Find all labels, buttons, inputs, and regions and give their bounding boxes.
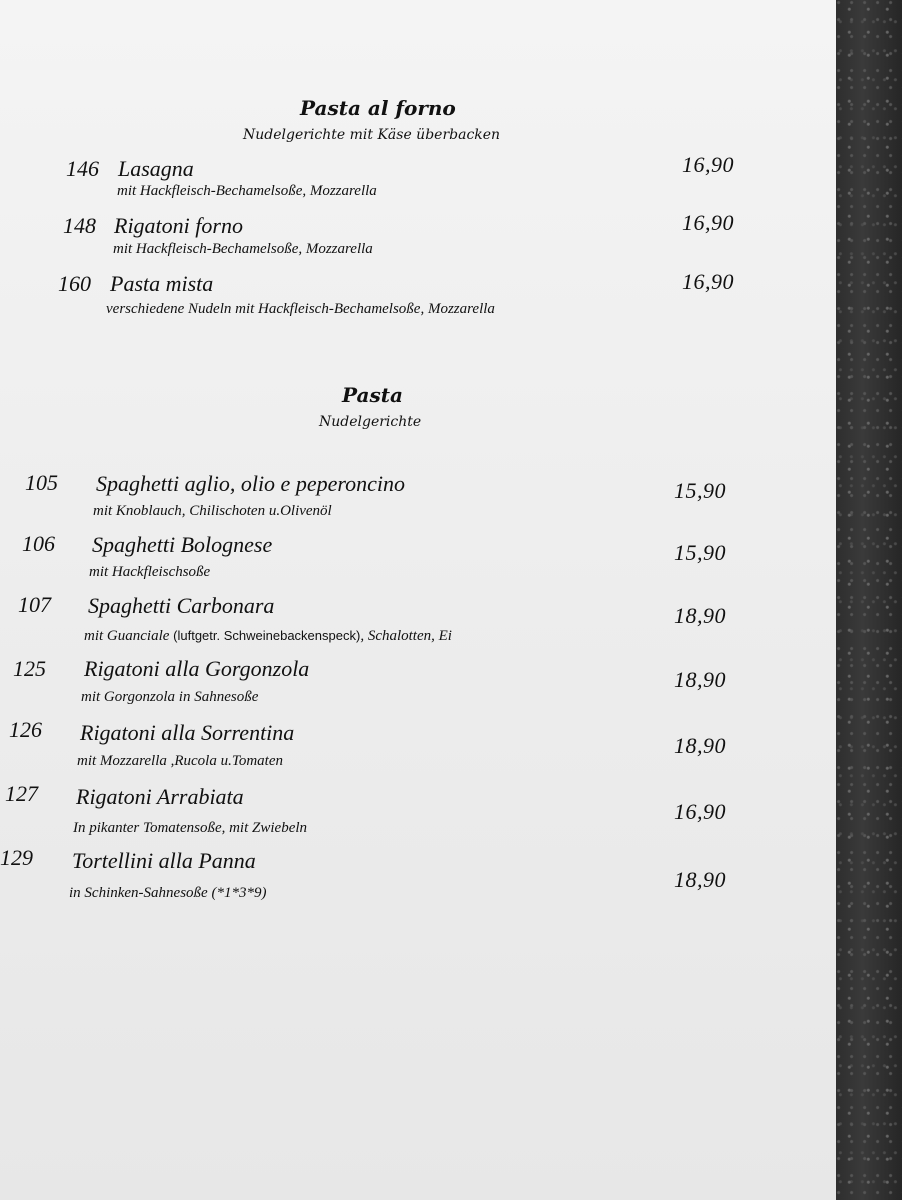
item-price: 16,90	[682, 269, 734, 294]
item-description: mit Hackfleischsoße	[89, 564, 211, 580]
table-surface	[836, 0, 902, 1200]
item-number: 125	[13, 656, 46, 681]
item-description: verschiedene Nudeln mit Hackfleisch-Bechamelsoße, Mozzarella	[106, 301, 495, 317]
item-description: mit Guanciale (luftgetr. Schweinebackenspeck), Schalotten, Ei	[84, 628, 452, 644]
item-description: in Schinken-Sahnesoße (*1*3*9)	[69, 885, 267, 901]
item-price: 16,90	[674, 799, 726, 824]
item-name: Lasagna	[118, 156, 194, 181]
item-name: Pasta mista	[110, 271, 214, 296]
item-price: 16,90	[682, 152, 734, 177]
item-price: 15,90	[674, 478, 726, 503]
section-title-pasta: Pasta	[342, 383, 403, 407]
item-number: 107	[18, 592, 51, 617]
item-number: 105	[25, 470, 58, 495]
item-name: Spaghetti aglio, olio e peperoncino	[96, 471, 405, 496]
item-price: 16,90	[682, 210, 734, 235]
item-number: 129	[0, 845, 33, 870]
item-description: mit Hackfleisch-Bechamelsoße, Mozzarella	[117, 183, 377, 199]
item-name: Rigatoni alla Sorrentina	[80, 720, 295, 745]
item-name: Spaghetti Bolognese	[92, 532, 273, 557]
item-description: In pikanter Tomatensoße, mit Zwiebeln	[73, 820, 308, 836]
item-price: 18,90	[674, 733, 726, 758]
item-description: mit Gorgonzola in Sahnesoße	[81, 689, 259, 705]
item-price: 18,90	[674, 667, 726, 692]
item-price: 15,90	[674, 540, 726, 565]
item-number: 146	[66, 156, 99, 181]
item-description: mit Knoblauch, Chilischoten u.Olivenöl	[93, 503, 332, 519]
item-description: mit Mozzarella ,Rucola u.Tomaten	[77, 753, 283, 769]
section-subtitle-pasta: Nudelgerichte	[319, 414, 422, 430]
item-number: 126	[9, 717, 42, 742]
item-number: 106	[22, 531, 55, 556]
section-title-pasta-al-forno: Pasta al forno	[300, 96, 456, 120]
item-price: 18,90	[674, 867, 726, 892]
item-number: 127	[5, 781, 38, 806]
item-name: Rigatoni forno	[114, 213, 243, 238]
item-number: 148	[63, 213, 96, 238]
item-name: Rigatoni alla Gorgonzola	[84, 656, 310, 681]
section-subtitle-pasta-al-forno: Nudelgerichte mit Käse überbacken	[243, 127, 501, 143]
item-name: Tortellini alla Panna	[72, 848, 256, 873]
item-price: 18,90	[674, 603, 726, 628]
item-name: Rigatoni Arrabiata	[76, 784, 244, 809]
item-description: mit Hackfleisch-Bechamelsoße, Mozzarella	[113, 241, 373, 257]
item-name: Spaghetti Carbonara	[88, 593, 275, 618]
item-number: 160	[58, 271, 91, 296]
